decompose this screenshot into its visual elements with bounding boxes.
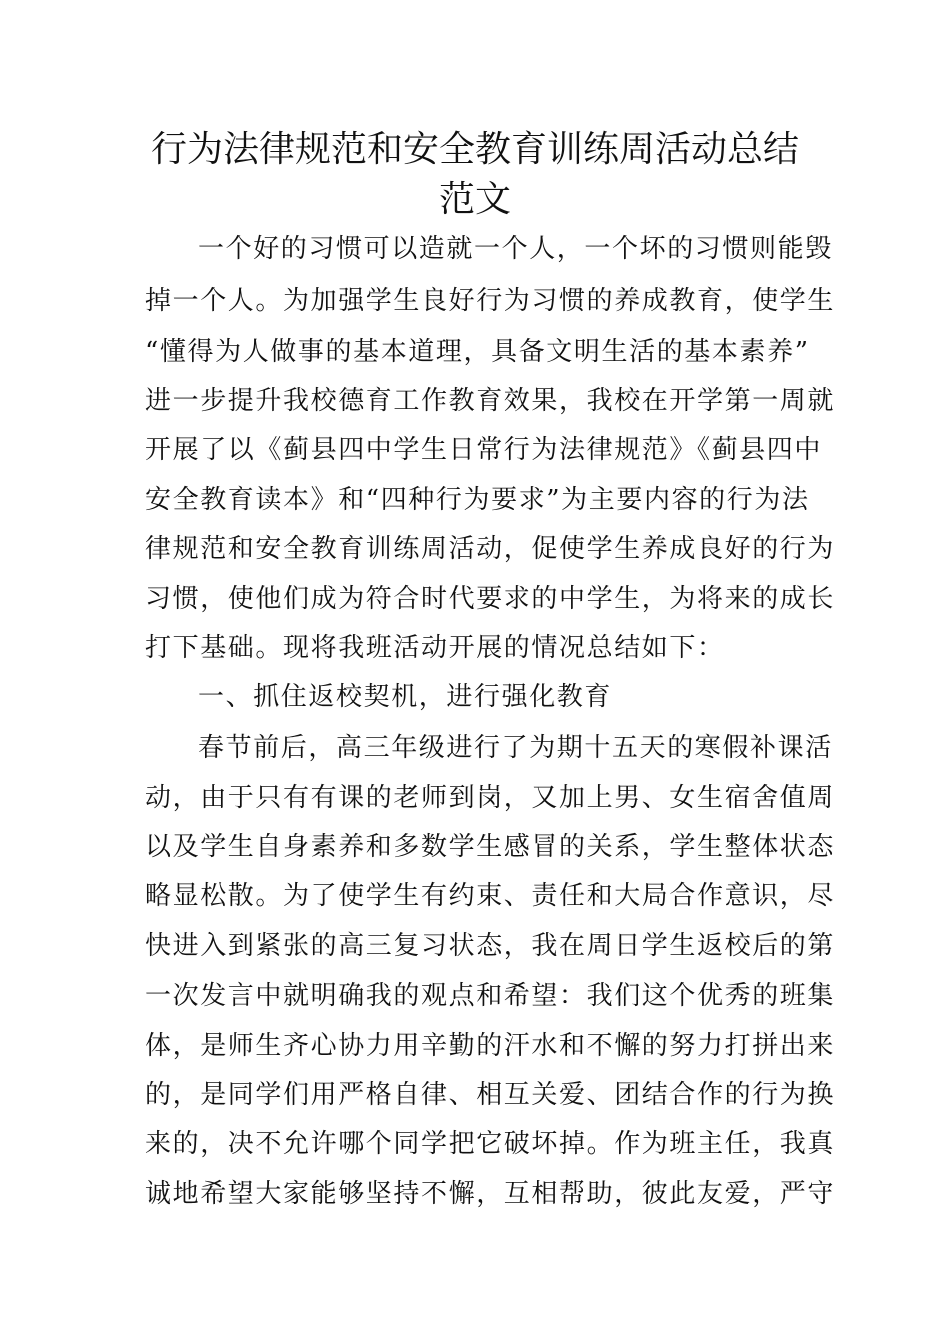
body-line: 开展了以《蓟县四中学生日常行为法律规范》《蓟县四中: [145, 435, 823, 465]
body-line: 进一步提升我校德育工作教育效果，我校在开学第一周就: [145, 386, 836, 416]
document-title-line-1: 行为法律规范和安全教育训练周活动总结: [150, 129, 799, 170]
body-line: 一次发言中就明确我的观点和希望：我们这个优秀的班集: [145, 981, 836, 1011]
body-line: 来的，决不允许哪个同学把它破坏掉。作为班主任，我真: [145, 1129, 836, 1159]
body-line: 快进入到紧张的高三复习状态，我在周日学生返校后的第: [145, 931, 836, 961]
document-title-line-2: 范文: [438, 179, 511, 220]
body-line: 略显松散。为了使学生有约束、责任和大局合作意识，尽: [145, 881, 836, 911]
body-line: 习惯，使他们成为符合时代要求的中学生，为将来的成长: [145, 584, 836, 614]
body-line: 以及学生自身素养和多数学生感冒的关系，学生整体状态: [145, 832, 836, 862]
body-line: 诚地希望大家能够坚持不懈，互相帮助，彼此友爱，严守: [145, 1179, 836, 1209]
body-line: 体，是师生齐心协力用辛勤的汗水和不懈的努力打拼出来: [145, 1031, 836, 1061]
body-line: 律规范和安全教育训练周活动，促使学生养成良好的行为: [145, 534, 836, 564]
body-line: 春节前后，高三年级进行了为期十五天的寒假补课活: [198, 733, 833, 763]
body-line: “懂得为人做事的基本道理，具备文明生活的基本素养”: [145, 337, 810, 367]
body-line: 安全教育读本》和“四种行为要求”为主要内容的行为法: [145, 485, 810, 515]
body-line: 的，是同学们用严格自律、相互关爱、团结合作的行为换: [145, 1080, 836, 1110]
body-line: 掉一个人。为加强学生良好行为习惯的养成教育，使学生: [145, 286, 836, 316]
body-line: 打下基础。现将我班活动开展的情况总结如下：: [145, 633, 725, 663]
body-line: 一个好的习惯可以造就一个人，一个坏的习惯则能毁: [198, 234, 833, 264]
body-line: 动，由于只有有课的老师到岗，又加上男、女生宿舍值周: [145, 783, 836, 813]
section-heading: 一、抓住返校契机，进行强化教育: [198, 682, 613, 712]
